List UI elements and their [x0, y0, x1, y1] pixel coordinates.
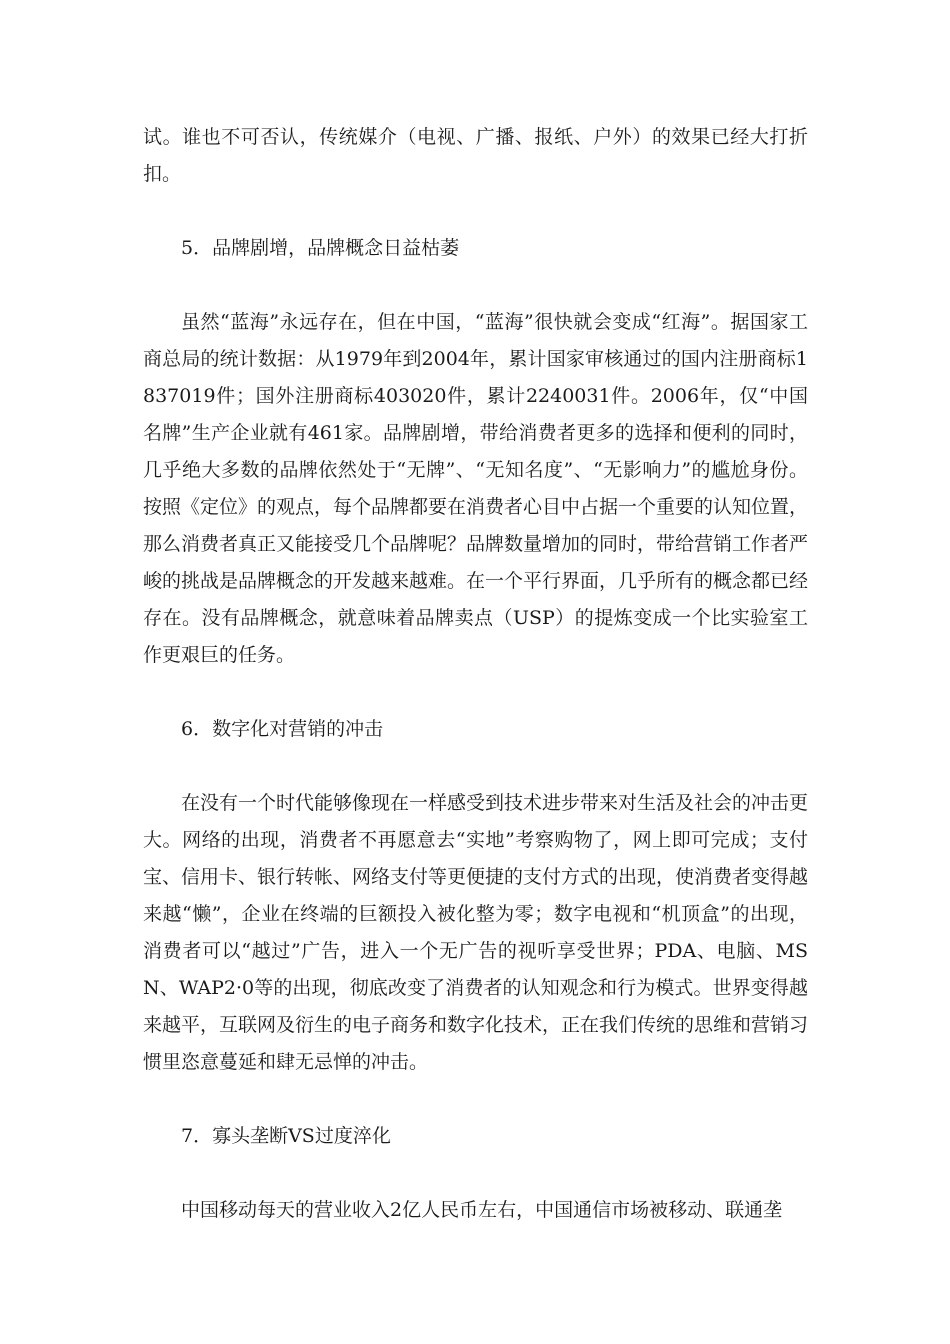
paragraph-gap [143, 674, 808, 711]
section-5-paragraph: 虽然“蓝海”永远存在，但在中国，“蓝海”很快就会变成“红海”。据国家工商总局的统计数据：从1979年到2004年，累计国家审核通过的国内注册商标1837019件；国外注册商标403020件，累计2240031件。2006年，仅“中国名牌”生产企业就有461家。品牌剧增，带给消费者更多的选择和便利的同时，几乎绝大多数的品牌依然处于“无牌”、“无知名度”、“无影响力”的尴尬身份。按照《定位》的观点，每个品牌都要在消费者心目中占据一个重要的认知位置，那么消费者真正又能接受几个品牌呢？品牌数量增加的同时，带给营销工作者严峻的挑战是品牌概念的开发越来越难。在一个平行界面，几乎所有的概念都已经存在。没有品牌概念，就意味着品牌卖点（USP）的提炼变成一个比实验室工作更艰巨的任务。 [143, 311, 809, 666]
section-7-heading: 7．寡头垄断VS过度淬化 [181, 1125, 391, 1147]
section-5-heading: 5．品牌剧增，品牌概念日益枯萎 [181, 237, 460, 259]
paragraph-gap [143, 748, 808, 785]
section-6-heading: 6．数字化对营销的冲击 [181, 718, 384, 740]
paragraph-gap [143, 267, 808, 304]
document-body [143, 119, 808, 1229]
section-6-paragraph: 在没有一个时代能够像现在一样感受到技术进步带来对生活及社会的冲击更大。网络的出现，消费者不再愿意去“实地”考察购物了，网上即可完成；支付宝、信用卡、银行转帐、网络支付等更便捷的支付方式的出现，使消费者变得越来越“懒”，企业在终端的巨额投入被化整为零；数字电视和“机顶盒”的出现，消费者可以“越过”广告，进入一个无广告的视听享受世界；PDA、电脑、MSN、WAP2·0等的出现，彻底改变了消费者的认知观念和行为模式。世界变得越来越平，互联网及衍生的电子商务和数字化技术，正在我们传统的思维和营销习惯里恣意蔓延和肆无忌惮的冲击。 [143, 792, 809, 1073]
continuation-paragraph: 试。谁也不可否认，传统媒介（电视、广播、报纸、户外）的效果已经大打折扣。 [143, 126, 808, 185]
paragraph-gap [143, 1081, 808, 1118]
paragraph-gap [143, 1155, 808, 1192]
section-7-paragraph: 中国移动每天的营业收入2亿人民币左右，中国通信市场被移动、联通垄 [181, 1199, 783, 1221]
paragraph-gap [143, 193, 808, 230]
